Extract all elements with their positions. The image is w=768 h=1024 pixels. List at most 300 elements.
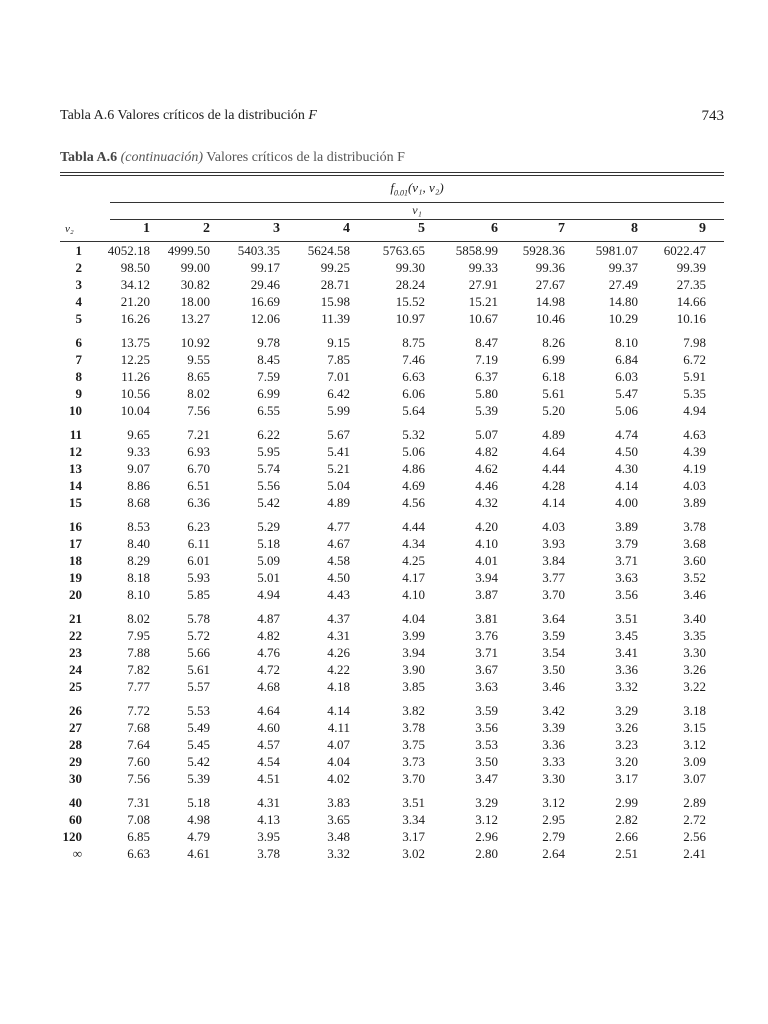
table-cell: 3.17 — [402, 829, 425, 844]
table-cell: 5.85 — [187, 587, 210, 602]
table-row — [60, 495, 724, 512]
table-cell: 4.98 — [187, 812, 210, 827]
table-cell: 4.46 — [475, 478, 498, 493]
table-cell: 8.86 — [127, 478, 150, 493]
row-label: 12 — [69, 444, 82, 459]
table-cell: 7.72 — [127, 703, 150, 718]
table-cell: 14.80 — [608, 294, 638, 309]
row-label: 19 — [69, 570, 82, 585]
table-row — [60, 461, 724, 478]
table-cell: 5.66 — [187, 645, 210, 660]
table-cell: 4.31 — [327, 628, 350, 643]
table-cell: 9.78 — [257, 335, 280, 350]
table-cell: 8.02 — [187, 386, 210, 401]
table-cell: 2.72 — [683, 812, 706, 827]
table-cell: 7.08 — [127, 812, 150, 827]
table-row — [60, 311, 724, 328]
row-label: 4 — [75, 294, 82, 309]
table-cell: 3.68 — [683, 536, 706, 551]
table-cell: 4.62 — [475, 461, 498, 476]
row-label: 27 — [69, 720, 82, 735]
table-cell: 6.70 — [187, 461, 210, 476]
table-cell: 3.64 — [542, 611, 565, 626]
table-cell: 4.87 — [257, 611, 280, 626]
table-cell: 12.25 — [120, 352, 150, 367]
row-label: 26 — [69, 703, 82, 718]
table-cell: 3.85 — [402, 679, 425, 694]
table-row — [60, 352, 724, 369]
row-label: 24 — [69, 662, 82, 677]
table-cell: 3.46 — [542, 679, 565, 694]
table-cell: 3.36 — [542, 737, 565, 752]
table-cell: 8.02 — [127, 611, 150, 626]
table-cell: 3.63 — [615, 570, 638, 585]
page-number: 743 — [701, 108, 724, 124]
table-cell: 3.22 — [683, 679, 706, 694]
table-cell: 5.61 — [187, 662, 210, 677]
table-body — [60, 243, 724, 870]
table-cell: 10.16 — [676, 311, 706, 326]
table-cell: 9.33 — [127, 444, 150, 459]
table-cell: 4.82 — [257, 628, 280, 643]
table-cell: 3.32 — [327, 846, 350, 861]
table-row — [60, 444, 724, 461]
column-header-bottom-rule — [60, 241, 724, 242]
row-label: 5 — [75, 311, 82, 326]
nu1-header: ν₁ — [412, 203, 422, 217]
table-cell: 4.68 — [257, 679, 280, 694]
row-label: 20 — [69, 587, 82, 602]
table-cell: 2.96 — [475, 829, 498, 844]
table-cell: 13.27 — [180, 311, 210, 326]
row-label: 9 — [75, 386, 82, 401]
table-cell: 6022.47 — [663, 243, 706, 258]
table-cell: 5928.36 — [522, 243, 565, 258]
table-cell: 2.51 — [615, 846, 638, 861]
table-row — [60, 369, 724, 386]
table-cell: 4999.50 — [167, 243, 210, 258]
table-cell: 2.56 — [683, 829, 706, 844]
table-cell: 7.21 — [187, 427, 210, 442]
table-cell: 4.39 — [683, 444, 706, 459]
table-cell: 7.98 — [683, 335, 706, 350]
table-cell: 9.07 — [127, 461, 150, 476]
table-row — [60, 294, 724, 311]
running-head — [60, 108, 724, 132]
table-cell: 4.63 — [683, 427, 706, 442]
table-cell: 5.09 — [257, 553, 280, 568]
table-cell: 5.74 — [257, 461, 280, 476]
table-cell: 99.17 — [250, 260, 280, 275]
row-label: 40 — [69, 795, 82, 810]
table-cell: 5763.65 — [382, 243, 425, 258]
table-cell: 4.32 — [475, 495, 498, 510]
table-cell: 3.84 — [542, 553, 565, 568]
table-cell: 3.12 — [683, 737, 706, 752]
table-row — [60, 277, 724, 294]
table-cell: 4.14 — [327, 703, 350, 718]
table-cell: 4.31 — [257, 795, 280, 810]
table-cell: 4.03 — [542, 519, 565, 534]
table-row — [60, 427, 724, 444]
table-cell: 3.78 — [402, 720, 425, 735]
table-cell: 6.72 — [683, 352, 706, 367]
table-cell: 3.89 — [615, 519, 638, 534]
table-cell: 4.17 — [402, 570, 425, 585]
table-cell: 5.35 — [683, 386, 706, 401]
table-cell: 3.95 — [257, 829, 280, 844]
table-cell: 3.70 — [402, 771, 425, 786]
table-cell: 3.41 — [615, 645, 638, 660]
table-cell: 5.45 — [187, 737, 210, 752]
table-cell: 3.89 — [683, 495, 706, 510]
table-cell: 3.50 — [542, 662, 565, 677]
table-cell: 98.50 — [120, 260, 150, 275]
table-cell: 3.70 — [542, 587, 565, 602]
table-row — [60, 645, 724, 662]
table-cell: 4.10 — [475, 536, 498, 551]
table-cell: 3.87 — [475, 587, 498, 602]
row-group — [60, 427, 724, 512]
table-cell: 99.37 — [608, 260, 638, 275]
table-cell: 7.88 — [127, 645, 150, 660]
table-cell: 12.06 — [250, 311, 280, 326]
table-cell: 7.01 — [327, 369, 350, 384]
table-cell: 4.57 — [257, 737, 280, 752]
column-header-4: 4 — [343, 221, 350, 236]
table-cell: 3.42 — [542, 703, 565, 718]
table-cell: 6.99 — [257, 386, 280, 401]
table-cell: 2.80 — [475, 846, 498, 861]
table-row — [60, 703, 724, 720]
table-cell: 3.99 — [402, 628, 425, 643]
table-cell: 7.56 — [187, 403, 210, 418]
table-cell: 4.74 — [615, 427, 638, 442]
table-cell: 8.65 — [187, 369, 210, 384]
table-cell: 3.94 — [402, 645, 425, 660]
table-cell: 6.18 — [542, 369, 565, 384]
table-cell: 6.36 — [187, 495, 210, 510]
statistic-symbol: f — [390, 180, 394, 195]
table-cell: 5.01 — [257, 570, 280, 585]
table-cell: 3.59 — [542, 628, 565, 643]
table-row — [60, 335, 724, 352]
table-cell: 9.15 — [327, 335, 350, 350]
table-cell: 6.63 — [402, 369, 425, 384]
table-row — [60, 662, 724, 679]
table-cell: 4.64 — [542, 444, 565, 459]
table-cell: 3.17 — [615, 771, 638, 786]
table-cell: 3.18 — [683, 703, 706, 718]
running-title — [60, 108, 317, 124]
table-cell: 8.29 — [127, 553, 150, 568]
table-cell: 4.34 — [402, 536, 425, 551]
table-cell: 5403.35 — [237, 243, 280, 258]
table-cell: 3.83 — [327, 795, 350, 810]
table-cell: 7.56 — [127, 771, 150, 786]
table-cell: 4.82 — [475, 444, 498, 459]
table-cell: 13.75 — [120, 335, 150, 350]
table-cell: 2.95 — [542, 812, 565, 827]
table-cell: 16.69 — [250, 294, 280, 309]
row-label: 6 — [75, 335, 82, 350]
table-cell: 4.67 — [327, 536, 350, 551]
table-cell: 4.00 — [615, 495, 638, 510]
row-label: 1 — [75, 243, 82, 258]
table-cell: 4.61 — [187, 846, 210, 861]
table-cell: 8.18 — [127, 570, 150, 585]
row-label: 16 — [69, 519, 82, 534]
table-cell: 3.45 — [615, 628, 638, 643]
table-cell: 10.97 — [395, 311, 425, 326]
column-header-3: 3 — [273, 221, 280, 236]
table-cell: 2.66 — [615, 829, 638, 844]
table-cell: 3.39 — [542, 720, 565, 735]
table-cell: 4.30 — [615, 461, 638, 476]
row-label: 7 — [75, 352, 82, 367]
table-cell: 3.75 — [402, 737, 425, 752]
table-cell: 3.51 — [402, 795, 425, 810]
column-header-5: 5 — [418, 221, 425, 236]
table-cell: 3.81 — [475, 611, 498, 626]
table-cell: 4.60 — [257, 720, 280, 735]
table-cell: 5.18 — [257, 536, 280, 551]
table-cell: 5.53 — [187, 703, 210, 718]
table-cell: 2.41 — [683, 846, 706, 861]
table-cell: 7.60 — [127, 754, 150, 769]
row-label: 25 — [69, 679, 82, 694]
table-cell: 4.76 — [257, 645, 280, 660]
table-cell: 5.42 — [257, 495, 280, 510]
table-cell: 3.54 — [542, 645, 565, 660]
table-cell: 6.99 — [542, 352, 565, 367]
table-cell: 27.91 — [468, 277, 498, 292]
row-label: ∞ — [72, 846, 82, 861]
table-cell: 4.56 — [402, 495, 425, 510]
table-cell: 4.64 — [257, 703, 280, 718]
table-cell: 6.01 — [187, 553, 210, 568]
row-label: 22 — [69, 628, 82, 643]
table-cell: 3.90 — [402, 662, 425, 677]
table-row — [60, 846, 724, 863]
table-cell: 5.42 — [187, 754, 210, 769]
table-cell: 5.67 — [327, 427, 350, 442]
table-cell: 4.04 — [327, 754, 350, 769]
table-cell: 9.55 — [187, 352, 210, 367]
column-header-2: 2 — [203, 221, 210, 236]
table-cell: 3.48 — [327, 829, 350, 844]
row-label: 60 — [69, 812, 82, 827]
column-header-8: 8 — [631, 221, 638, 236]
row-label: 29 — [69, 754, 82, 769]
table-cell: 3.93 — [542, 536, 565, 551]
table-row — [60, 403, 724, 420]
table-cell: 5.80 — [475, 386, 498, 401]
table-cell: 5.95 — [257, 444, 280, 459]
table-cell: 3.36 — [615, 662, 638, 677]
table-cell: 4.51 — [257, 771, 280, 786]
table-cell: 11.39 — [321, 311, 350, 326]
table-cell: 7.82 — [127, 662, 150, 677]
table-cell: 4.10 — [402, 587, 425, 602]
table-cell: 3.77 — [542, 570, 565, 585]
table-cell: 3.56 — [475, 720, 498, 735]
table-cell: 18.00 — [180, 294, 210, 309]
table-cell: 27.35 — [676, 277, 706, 292]
table-cell: 3.23 — [615, 737, 638, 752]
table-cell: 4.77 — [327, 519, 350, 534]
table-cell: 4.26 — [327, 645, 350, 660]
table-cell: 6.37 — [475, 369, 498, 384]
table-cell: 21.20 — [120, 294, 150, 309]
table-cell: 2.89 — [683, 795, 706, 810]
table-cell: 3.73 — [402, 754, 425, 769]
table-cell: 4.54 — [257, 754, 280, 769]
table-cell: 99.25 — [320, 260, 350, 275]
table-cell: 7.19 — [475, 352, 498, 367]
table-cell: 5.39 — [475, 403, 498, 418]
table-cell: 4.01 — [475, 553, 498, 568]
table-cell: 3.33 — [542, 754, 565, 769]
table-cell: 16.26 — [120, 311, 150, 326]
table-cell: 4.18 — [327, 679, 350, 694]
table-cell: 6.93 — [187, 444, 210, 459]
row-label: 28 — [69, 737, 82, 752]
table-cell: 4.86 — [402, 461, 425, 476]
table-cell: 4.94 — [257, 587, 280, 602]
table-cell: 3.02 — [402, 846, 425, 861]
table-cell: 8.10 — [127, 587, 150, 602]
table-cell: 15.98 — [320, 294, 350, 309]
table-cell: 99.00 — [180, 260, 210, 275]
table-cell: 3.63 — [475, 679, 498, 694]
table-cell: 15.21 — [468, 294, 498, 309]
table-cell: 99.36 — [535, 260, 565, 275]
table-row — [60, 519, 724, 536]
table-cell: 5.06 — [402, 444, 425, 459]
table-cell: 3.40 — [683, 611, 706, 626]
table-cell: 5.93 — [187, 570, 210, 585]
table-caption-continuation: (continuación) — [120, 150, 203, 165]
table-cell: 3.07 — [683, 771, 706, 786]
table-cell: 3.78 — [257, 846, 280, 861]
row-group — [60, 335, 724, 420]
table-caption-text: Valores críticos de la distribución F — [203, 150, 405, 165]
table-cell: 4.69 — [402, 478, 425, 493]
table-cell: 5.78 — [187, 611, 210, 626]
table-cell: 3.12 — [475, 812, 498, 827]
column-header-9: 9 — [699, 221, 706, 236]
row-label: 3 — [75, 277, 82, 292]
table-cell: 5.29 — [257, 519, 280, 534]
row-group — [60, 703, 724, 788]
table-cell: 8.53 — [127, 519, 150, 534]
table-cell: 7.68 — [127, 720, 150, 735]
table-cell: 6.85 — [127, 829, 150, 844]
table-cell: 3.47 — [475, 771, 498, 786]
table-cell: 3.78 — [683, 519, 706, 534]
table-cell: 10.29 — [608, 311, 638, 326]
table-row — [60, 386, 724, 403]
column-header-7: 7 — [558, 221, 565, 236]
table-cell: 4.22 — [327, 662, 350, 677]
table-cell: 4.13 — [257, 812, 280, 827]
table-cell: 5.07 — [475, 427, 498, 442]
table-cell: 2.99 — [615, 795, 638, 810]
table-row — [60, 536, 724, 553]
table-cell: 5.91 — [683, 369, 706, 384]
table-cell: 3.94 — [475, 570, 498, 585]
table-cell: 3.29 — [475, 795, 498, 810]
table-cell: 4.50 — [615, 444, 638, 459]
table-cell: 4.79 — [187, 829, 210, 844]
table-cell: 3.09 — [683, 754, 706, 769]
table-cell: 2.82 — [615, 812, 638, 827]
column-header-6: 6 — [491, 221, 498, 236]
table-cell: 5.18 — [187, 795, 210, 810]
table-caption-label: Tabla A.6 — [60, 150, 118, 165]
table-cell: 5.49 — [187, 720, 210, 735]
table-cell: 6.11 — [187, 536, 210, 551]
row-label: 120 — [62, 829, 82, 844]
statistic-subscript: 0.01 — [393, 188, 408, 198]
table-cell: 5.04 — [327, 478, 350, 493]
table-cell: 6.03 — [615, 369, 638, 384]
table-cell: 5.06 — [615, 403, 638, 418]
table-cell: 3.29 — [615, 703, 638, 718]
table-top-rule — [60, 172, 724, 173]
table-cell: 5.61 — [542, 386, 565, 401]
table-row — [60, 260, 724, 277]
table-cell: 4.94 — [683, 403, 706, 418]
table-cell: 7.95 — [127, 628, 150, 643]
table-cell: 10.92 — [180, 335, 210, 350]
table-cell: 29.46 — [250, 277, 280, 292]
table-row — [60, 829, 724, 846]
table-cell: 3.56 — [615, 587, 638, 602]
table-cell: 27.67 — [535, 277, 565, 292]
row-label: 17 — [69, 536, 82, 551]
statistic-args: (ν₁, ν₂) — [407, 180, 444, 195]
table-cell: 3.26 — [615, 720, 638, 735]
table-cell: 5624.58 — [307, 243, 350, 258]
table-cell: 4.14 — [542, 495, 565, 510]
table-row — [60, 478, 724, 495]
table-cell: 3.79 — [615, 536, 638, 551]
row-group — [60, 519, 724, 604]
table-cell: 5.64 — [402, 403, 425, 418]
table-cell: 6.84 — [615, 352, 638, 367]
statistic-header — [110, 180, 724, 198]
table-cell: 8.40 — [127, 536, 150, 551]
table-row — [60, 737, 724, 754]
table-cell: 4.28 — [542, 478, 565, 493]
table-row — [60, 553, 724, 570]
table-cell: 4.20 — [475, 519, 498, 534]
table-top-rule-second — [60, 175, 724, 176]
table-cell: 10.04 — [120, 403, 150, 418]
table-row — [60, 679, 724, 696]
table-cell: 14.66 — [676, 294, 706, 309]
row-label: 13 — [69, 461, 82, 476]
table-cell: 3.26 — [683, 662, 706, 677]
table-cell: 34.12 — [120, 277, 150, 292]
table-cell: 10.67 — [468, 311, 498, 326]
table-cell: 4.14 — [615, 478, 638, 493]
table-cell: 27.49 — [608, 277, 638, 292]
table-cell: 4.58 — [327, 553, 350, 568]
table-cell: 5.39 — [187, 771, 210, 786]
